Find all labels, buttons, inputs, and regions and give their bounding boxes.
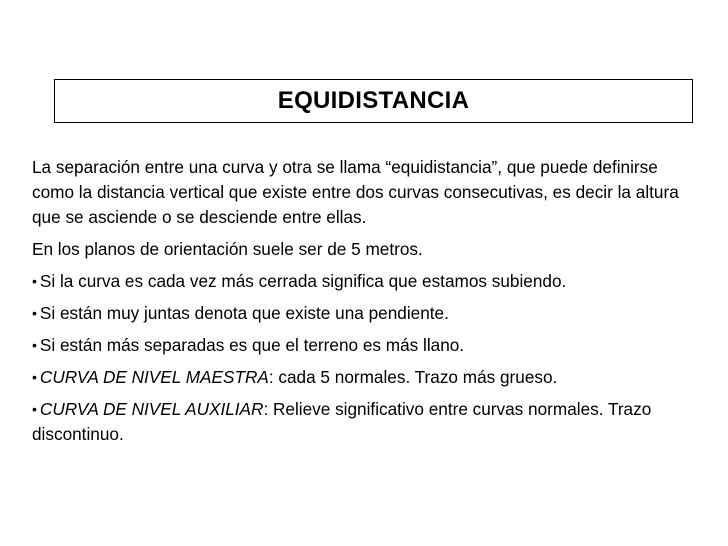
planos-paragraph: En los planos de orientación suele ser de 5 metros. xyxy=(32,239,423,259)
bullet-text-4: : cada 5 normales. Trazo más grueso. xyxy=(268,367,558,387)
bullet-icon: • xyxy=(32,369,37,385)
bullet-item-3 xyxy=(32,333,700,358)
bullet-text-5: : Relieve significativo entre curvas normales. Trazo discontinuo. xyxy=(32,399,652,444)
bullet-icon: • xyxy=(32,337,37,353)
bullet-item-5 xyxy=(32,397,700,447)
bullet-text-3: Si están más separadas es que el terreno es más llano. xyxy=(39,335,465,355)
bullet-term-auxiliar: CURVA DE NIVEL AUXILIAR xyxy=(39,399,264,419)
bullet-icon: • xyxy=(32,401,37,417)
bullet-icon: • xyxy=(32,305,37,321)
title-box xyxy=(54,79,693,123)
bullet-item-1 xyxy=(32,269,700,294)
bullet-text-2: Si están muy juntas denota que existe una pendiente. xyxy=(39,303,449,323)
bullet-term-maestra: CURVA DE NIVEL MAESTRA xyxy=(39,367,269,387)
bullet-icon: • xyxy=(32,273,37,289)
intro-paragraph: La separación entre una curva y otra se llama “equidistancia”, que puede definirse como la distancia vertical que existe entre dos curvas consecutivas, es decir la altura que se asciende o se desciende entre ellas. xyxy=(32,157,679,227)
page-title: EQUIDISTANCIA xyxy=(277,87,470,114)
bullet-item-2 xyxy=(32,301,700,326)
content-body xyxy=(32,155,700,454)
bullet-text-1: Si la curva es cada vez más cerrada significa que estamos subiendo. xyxy=(39,271,567,291)
bullet-item-4 xyxy=(32,365,700,390)
